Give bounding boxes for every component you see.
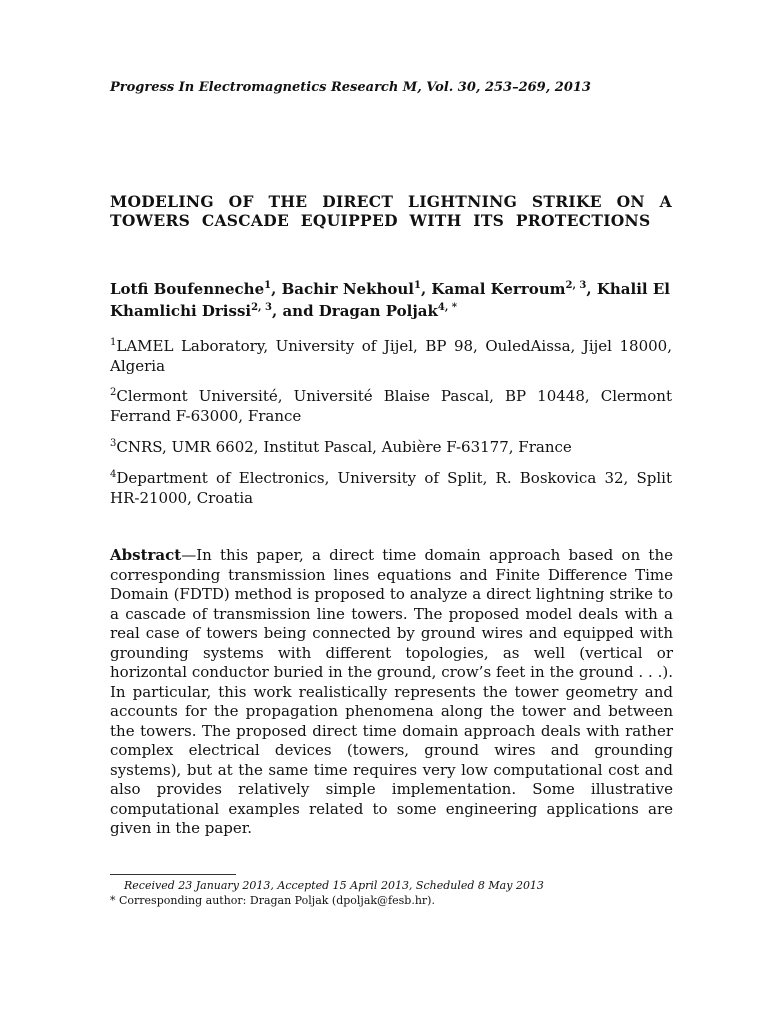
affiliation-mark: 1 <box>110 337 117 348</box>
author-name: Kamal Kerroum <box>431 280 566 298</box>
affiliation-mark: 2 <box>110 387 117 398</box>
journal-citation: Progress In Electromagnetics Research M, Vol. 30, 253–269, 2013 <box>110 80 591 95</box>
author-affiliation-mark: 2, 3 <box>251 302 272 313</box>
abstract-label: Abstract <box>110 546 182 564</box>
author-name: Bachir Nekhoul <box>281 280 414 298</box>
paper-title: MODELING OF THE DIRECT LIGHTNING STRIKE ON A TOWERS CASCADE EQUIPPED WITH ITS PROTECTIONS <box>110 192 672 230</box>
corresponding-author-footnote: * Corresponding author: Dragan Poljak (dpoljak@fesb.hr). <box>110 894 435 907</box>
affiliation-text: Clermont Université, Université Blaise Pascal, BP 10448, Clermont Ferrand F-63000, France <box>110 387 672 425</box>
affiliation-mark: 3 <box>110 438 117 449</box>
affiliation <box>110 468 672 508</box>
author-list: Lotfi Boufenneche$^1$, Bachir Nekhoul$^1$, Kamal Kerroum$^{2, 3}$, Khalil El Khamlichi Drissi$^{2, 3}$, and Dragan Poljak$^{4, *}$ <box>110 280 670 320</box>
author-name: Khalil El Khamlichi Drissi <box>110 280 670 320</box>
affiliation-text: Department of Electronics, University of Split, R. Boskovica 32, Split HR-21000, Croatia <box>110 469 672 507</box>
affiliation-text: CNRS, UMR 6602, Institut Pascal, Aubière F-63177, France <box>116 438 572 456</box>
author-affiliation-mark: 1 <box>264 280 272 291</box>
abstract-text: —In this paper, a direct time domain approach based on the corresponding transmission lines equations and Finite Difference Time Domain (FDTD) method is proposed to analyze a direct lightning strike to a cascade of transmission line towers. The proposed model deals with a real case of towers being connected by ground wires and equipped with grounding systems with different topologies, as well (vertical or horizontal conductor buried in the ground, crow’s feet in the ground . . .). In particular, this work realistically represents the tower geometry and accounts for the propagation phenomena along the tower and between the towers. The proposed direct time domain approach deals with rather complex electrical devices (towers, ground wires and grounding systems), but at the same time requires very low computational cost and also provides relatively simple implementation. Some illustrative computational examples related to some engineering applications are given in the paper. <box>110 546 673 837</box>
affiliation-mark: 4 <box>110 469 117 480</box>
author-affiliation-mark: 4, * <box>437 302 458 313</box>
author-name: Lotfi Boufenneche <box>110 280 265 298</box>
affiliation <box>110 437 672 457</box>
received-dates-footnote: Received 23 January 2013, Accepted 15 April 2013, Scheduled 8 May 2013 <box>124 879 544 892</box>
author-conjunction: and <box>282 302 314 320</box>
affiliation-text: LAMEL Laboratory, University of Jijel, BP 98, OuledAissa, Jijel 18000, Algeria <box>110 337 672 375</box>
author-name: Dragan Poljak <box>318 302 438 320</box>
author-affiliation-mark: 1 <box>413 280 421 291</box>
affiliation <box>110 386 672 426</box>
affiliation <box>110 336 672 376</box>
footnote-divider <box>110 874 236 875</box>
author-affiliation-mark: 2, 3 <box>565 280 587 291</box>
abstract <box>110 546 673 839</box>
